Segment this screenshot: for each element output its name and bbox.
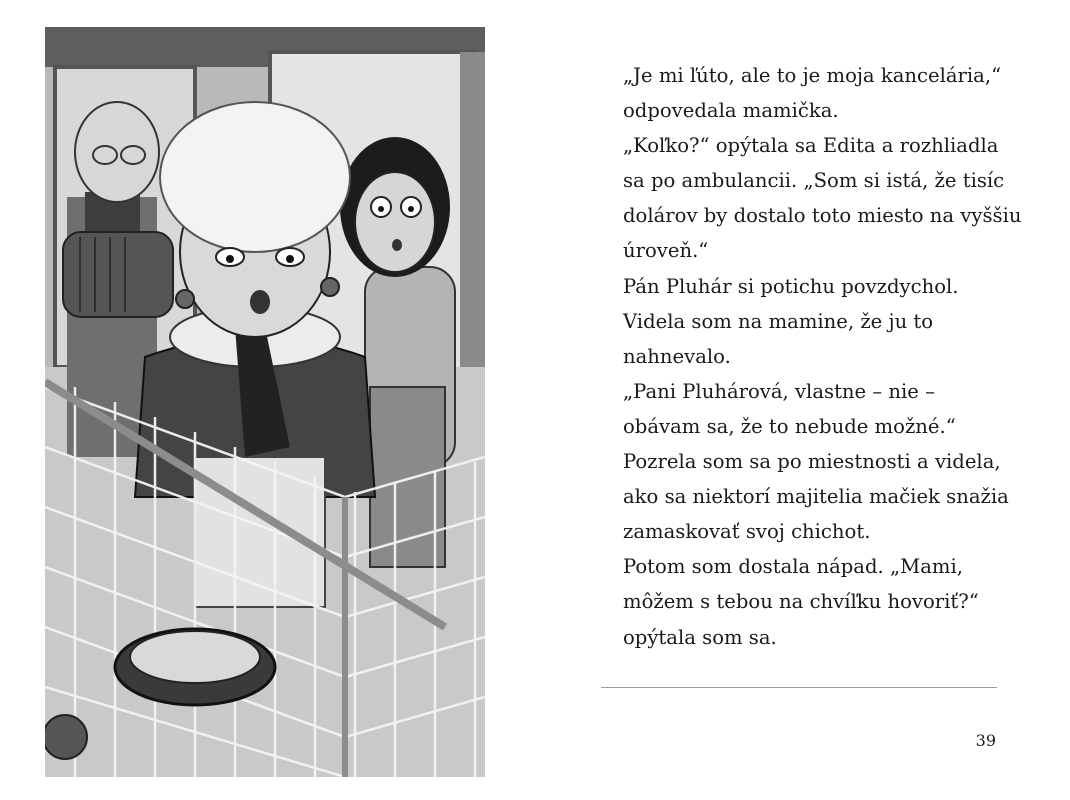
- pet-bowl: [115, 629, 275, 705]
- paragraph: [601, 444, 1009, 549]
- book-illustration: [45, 27, 485, 777]
- paragraph: [601, 128, 1022, 268]
- text-line: úroveň.“: [623, 239, 709, 263]
- text-line: sa po ambulancii. „Som si istá, že tisíc: [623, 169, 1005, 193]
- text-line: nahnevalo.: [623, 344, 731, 368]
- text-line: zamaskovať svoj chichot.: [623, 520, 871, 544]
- text-line: „Pani Pluhárová, vlastne – nie –: [623, 379, 935, 403]
- paragraph: [601, 269, 1001, 304]
- text-line: Pán Pluhár si potichu povzdychol.: [623, 274, 959, 298]
- text-line: ako sa niektorí majitelia mačiek snažia: [623, 485, 1009, 509]
- footer-divider: [601, 687, 997, 688]
- text-line: môžem s tebou na chvíľku hovoriť?“: [623, 590, 979, 614]
- paragraph: [601, 549, 1001, 654]
- text-line: Pozrela som sa po miestnosti a videla,: [623, 450, 1001, 474]
- text-line: odpovedala mamička.: [623, 99, 839, 123]
- text-line: opýtala som sa.: [623, 625, 777, 649]
- text-line: Potom som dostala nápad. „Mami,: [623, 555, 963, 579]
- text-line: obávam sa, že to nebude možné.“: [623, 414, 956, 438]
- text-line: „Koľko?“ opýtala sa Edita a rozhliadla: [623, 134, 999, 158]
- paragraph: [601, 304, 1001, 374]
- text-line: „Je mi ľúto, ale to je moja kancelária,“: [623, 64, 1002, 87]
- text-line: Videla som na mamine, že ju to: [623, 309, 934, 333]
- paragraph: [601, 58, 1001, 128]
- yarn-ball: [45, 715, 87, 759]
- story-text: [601, 58, 1022, 655]
- paragraph: [601, 374, 1001, 444]
- text-line: dolárov by dostalo toto miesto na vyššiu: [623, 204, 1022, 228]
- page-number: 39: [975, 731, 996, 750]
